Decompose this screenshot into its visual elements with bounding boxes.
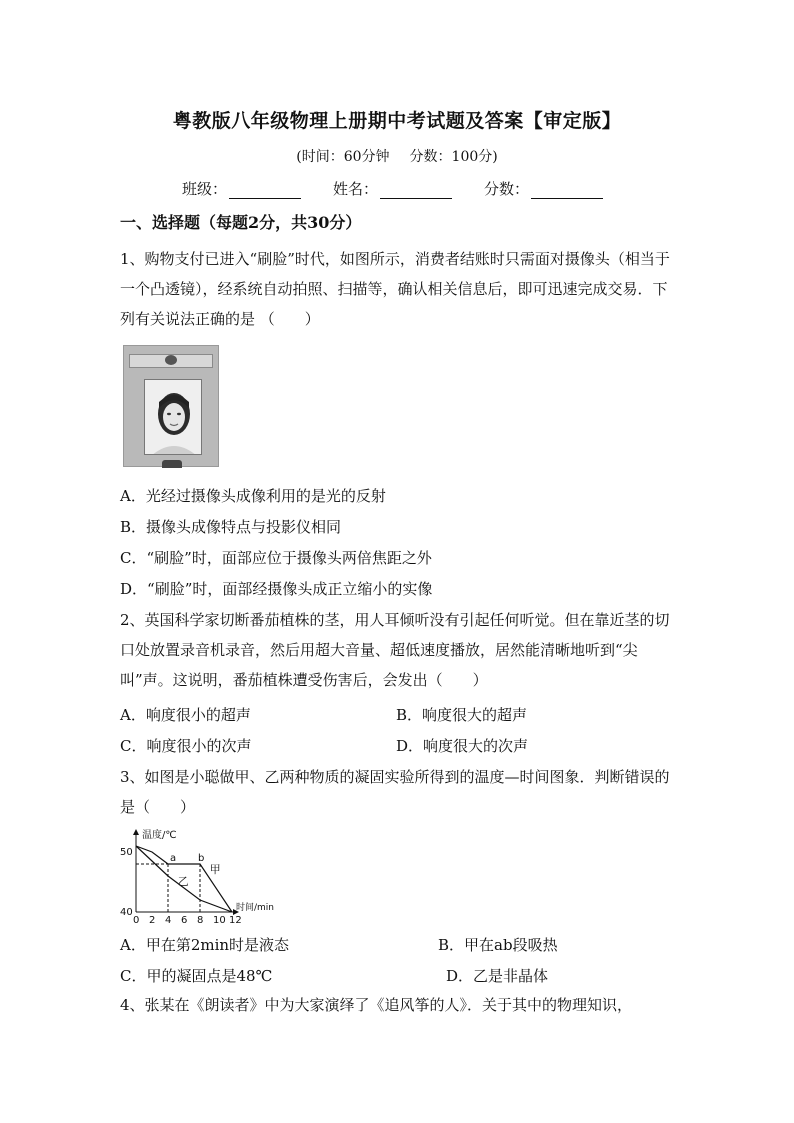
temperature-time-chart [118,826,298,926]
q3-option-a[interactable]: A．甲在第2min时是液态 [120,936,290,954]
q3-option-d[interactable]: D．乙是非晶体 [446,967,549,985]
question-1-stem: 1、购物支付已进入“刷脸”时代，如图所示，消费者结账时只需面对摄像头（相当于一个凸透镜），经系统自动拍照、扫描等，确认相关信息后，即可迅速完成交易．下列有关说法正确的是 （ ） [120,250,670,328]
q1-option-d[interactable]: D．“刷脸”时，面部经摄像头成正立缩小的实像 [120,580,433,598]
q2-option-d[interactable]: D．响度很大的次声 [396,737,529,755]
name-blank[interactable] [380,182,452,199]
score-field [484,178,603,199]
class-blank[interactable] [229,182,301,199]
q1-option-c[interactable]: C．“刷脸”时，面部应位于摄像头两倍焦距之外 [120,549,432,567]
face-scan-device-photo [123,345,219,467]
section-heading: 一、选择题（每题2分，共30分） [120,213,362,232]
q2-option-a[interactable]: A．响度很小的超声 [120,706,251,724]
q1-option-a[interactable]: A．光经过摄像头成像利用的是光的反射 [120,487,386,505]
x-tick-label: 4 [165,915,172,926]
x-axis-label: 时间/min [236,903,275,913]
y-tick-label: 40 [120,907,133,918]
y-tick-label: 50 [120,847,133,858]
exam-time: (时间：60分钟 [296,149,390,165]
x-tick-label: 12 [229,915,242,926]
question-4-stem: 4、张某在《朗读者》中为大家演绎了《追风筝的人》．关于其中的物理知识， [120,996,633,1014]
exam-subtitle [0,146,794,166]
x-tick-label: 10 [213,915,226,926]
name-field [333,178,452,199]
face-photo [144,379,202,455]
face-portrait-icon [145,380,202,455]
q2-option-c[interactable]: C．响度很小的次声 [120,737,252,755]
camera-icon [165,355,177,365]
point-label-a: a [170,853,177,864]
class-label: 班级： [182,180,228,198]
device-stand [162,460,182,468]
page-title: 粤教版八年级物理上册期中考试题及答案【审定版】 [172,110,622,132]
q3-option-c[interactable]: C．甲的凝固点是48℃ [120,967,273,985]
name-label: 姓名： [333,180,379,198]
x-tick-label: 0 [133,915,140,926]
x-tick-label: 2 [149,915,156,926]
point-label-b: b [198,853,205,864]
x-tick-label: 6 [181,915,188,926]
score-blank[interactable] [531,182,603,199]
series-label-yi: 乙 [177,875,189,888]
q2-option-b[interactable]: B．响度很大的超声 [396,706,528,724]
y-axis-label: 温度/℃ [142,830,177,841]
class-field [182,178,301,199]
series-label-jia: 甲 [209,863,221,876]
question-3-stem: 3、如图是小聪做甲、乙两种物质的凝固实验所得到的温度—时间图象．判断错误的是（ ） [120,768,670,816]
temperature-time-graph [118,826,298,926]
q1-option-b[interactable]: B．摄像头成像特点与投影仪相同 [120,518,342,536]
student-info-row [182,178,642,199]
exam-total-score: 分数：100分) [409,149,498,165]
score-label: 分数： [484,180,530,198]
x-tick-label: 8 [197,915,204,926]
question-2-stem: 2、英国科学家切断番茄植株的茎，用人耳倾听没有引起任何听觉。但在靠近茎的切口处放置录音机录音，然后用超大音量、超低速度播放，居然能清晰地听到“尖叫”声。这说明，番茄植株遭受伤害后，会发出（ ） [120,611,670,689]
q3-option-b[interactable]: B．甲在ab段吸热 [438,936,558,954]
